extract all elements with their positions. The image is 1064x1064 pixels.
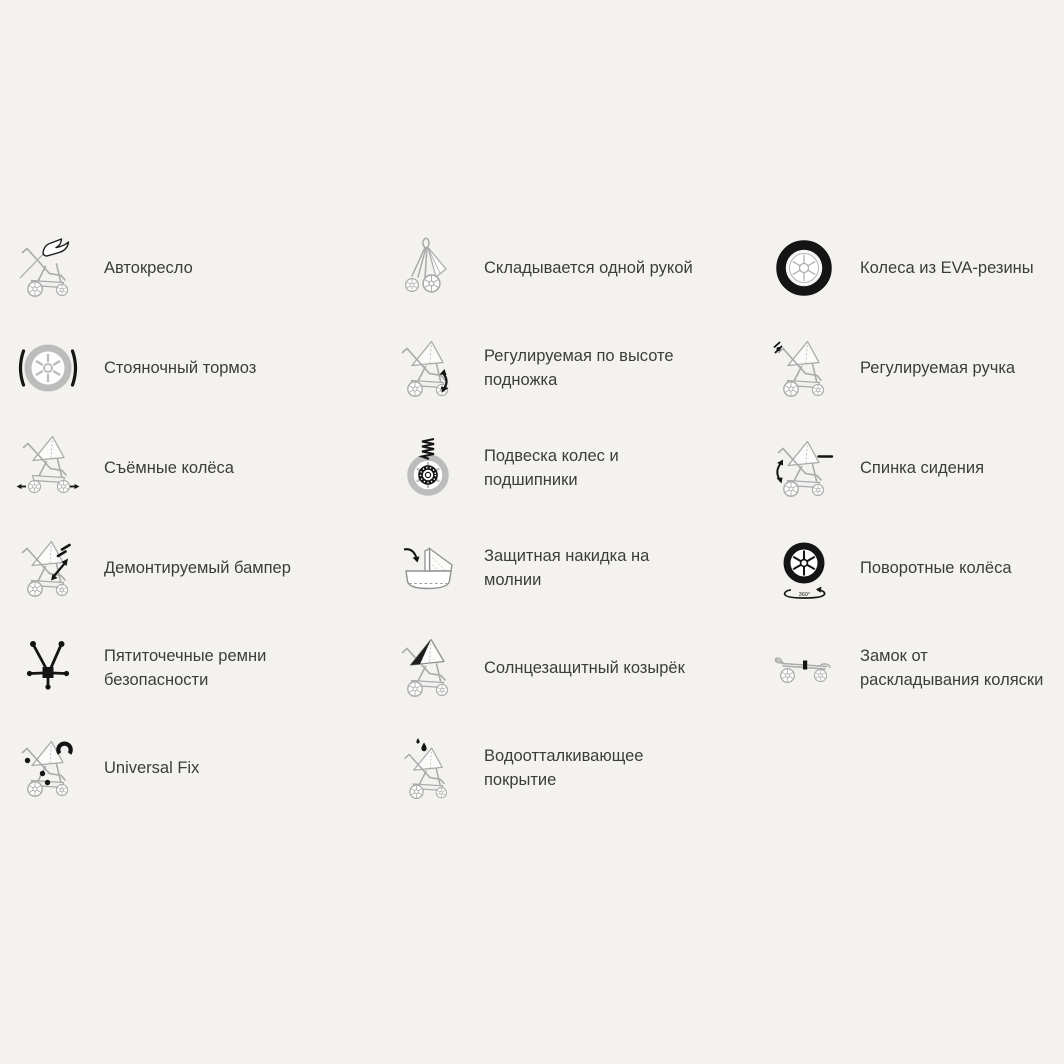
removable-bumper-icon xyxy=(16,530,80,606)
feature-parking-brake xyxy=(16,318,380,418)
feature-eva-wheels xyxy=(744,218,1048,318)
feature-label: Съёмные колёса xyxy=(104,459,234,477)
feature-zip-cover xyxy=(380,518,744,618)
water-repellent-icon xyxy=(396,730,460,806)
feature-adjustable-footrest xyxy=(380,318,744,418)
feature-label: Автокресло xyxy=(104,259,193,277)
feature-label: Демонтируемый бампер xyxy=(104,559,291,577)
five-point-harness-icon xyxy=(16,630,80,706)
car-seat-icon xyxy=(16,230,80,306)
feature-removable-bumper xyxy=(16,518,380,618)
feature-water-repellent xyxy=(380,718,744,818)
swivel-badge-text: 360° xyxy=(798,592,811,598)
feature-five-point-harness xyxy=(16,618,380,718)
feature-label: Пятиточечные ремни безопасности xyxy=(104,647,267,689)
features-grid xyxy=(16,218,1048,818)
feature-label: Стояночный тормоз xyxy=(104,359,257,377)
feature-label: Universal Fix xyxy=(104,759,200,777)
feature-label: Солнцезащитный козырёк xyxy=(484,659,685,677)
parking-brake-icon xyxy=(16,330,80,406)
adjustable-handle-icon xyxy=(772,330,836,406)
zip-cover-icon xyxy=(396,530,460,606)
fold-lock-icon xyxy=(772,630,836,706)
feature-car-seat xyxy=(16,218,380,318)
fold-one-hand-icon xyxy=(396,230,460,306)
adjustable-footrest-icon xyxy=(396,330,460,406)
feature-label: Складывается одной рукой xyxy=(484,259,693,277)
feature-wheel-suspension xyxy=(380,418,744,518)
eva-wheel-icon xyxy=(772,230,836,306)
feature-label: Регулируемая ручка xyxy=(860,359,1016,377)
feature-sun-canopy xyxy=(380,618,744,718)
feature-label: Колеса из EVA-резины xyxy=(860,259,1034,277)
feature-label: Подвеска колес и подшипники xyxy=(484,447,619,489)
feature-swivel-wheels xyxy=(744,518,1048,618)
feature-adjustable-handle xyxy=(744,318,1048,418)
feature-label: Регулируемая по высоте подножка xyxy=(484,347,674,389)
feature-label: Спинка сидения xyxy=(860,459,985,477)
swivel-wheels-icon xyxy=(772,530,836,606)
feature-universal-fix xyxy=(16,718,380,818)
universal-fix-icon xyxy=(16,730,80,806)
feature-removable-wheels xyxy=(16,418,380,518)
removable-wheels-icon xyxy=(16,430,80,506)
sun-canopy-icon xyxy=(396,630,460,706)
feature-label: Защитная накидка на молнии xyxy=(484,547,650,589)
feature-label: Замок от раскладывания коляски xyxy=(860,647,1044,689)
empty-cell xyxy=(744,718,1048,818)
feature-seat-backrest xyxy=(744,418,1048,518)
feature-label: Поворотные колёса xyxy=(860,559,1012,577)
feature-label: Водоотталкивающее покрытие xyxy=(484,747,644,789)
feature-fold-lock xyxy=(744,618,1048,718)
seat-backrest-icon xyxy=(772,430,836,506)
wheel-suspension-icon xyxy=(396,430,460,506)
feature-fold-one-hand xyxy=(380,218,744,318)
